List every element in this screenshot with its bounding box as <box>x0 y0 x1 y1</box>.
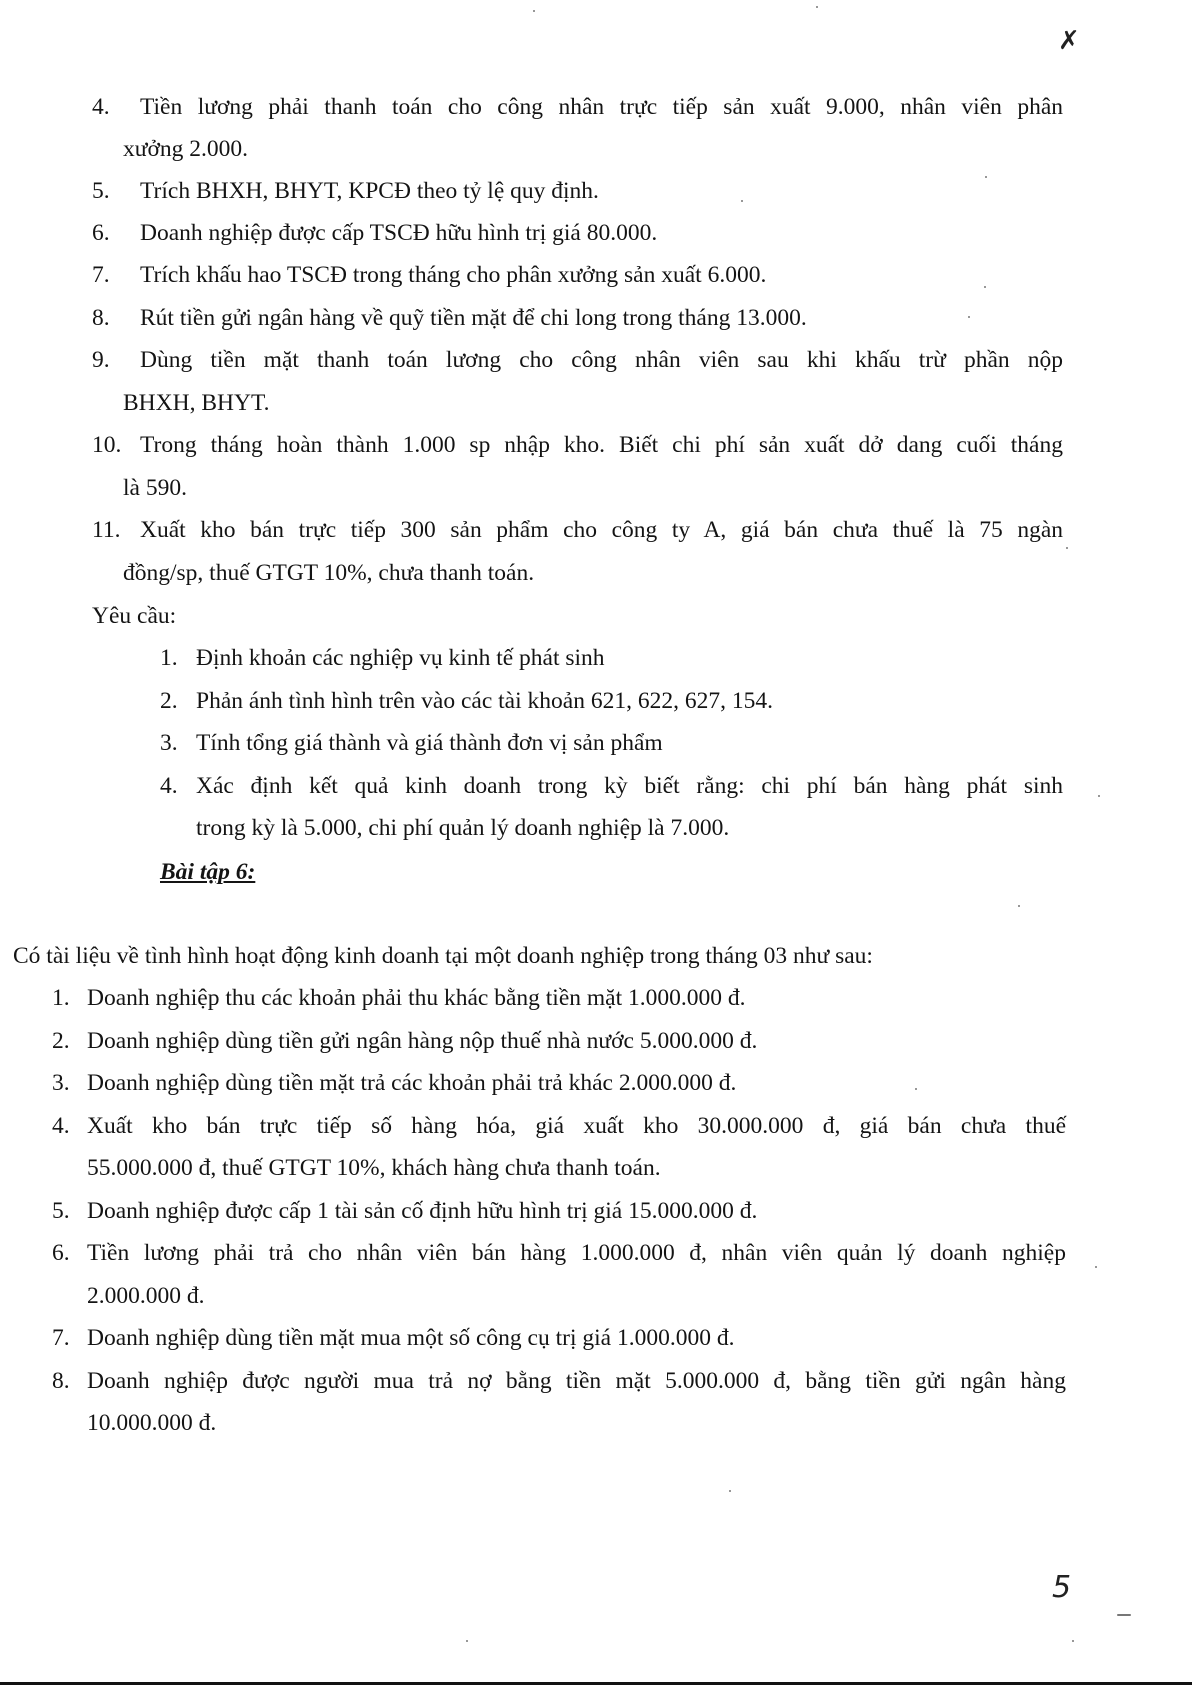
item-text: Tiền lương phải thanh toán cho công nhân trực tiếp sản xuất 9.000, nhân viên phân <box>140 94 1063 120</box>
item-number: 6. <box>92 220 110 246</box>
exercise-heading: Bài tập 6: <box>160 859 256 885</box>
item-text-continued: BHXH, BHYT. <box>123 390 270 416</box>
scan-speck <box>729 1490 731 1492</box>
item-text: Trích khấu hao TSCĐ trong tháng cho phân xưởng sản xuất 6.000. <box>140 262 767 288</box>
item-text: Rút tiền gửi ngân hàng về quỹ tiền mặt để chi long trong tháng 13.000. <box>140 305 807 331</box>
handwritten-check-mark: ✗ <box>1058 26 1080 56</box>
page-number: 5 <box>1052 1570 1072 1605</box>
exercise-item-text: Tiền lương phải trả cho nhân viên bán hàng 1.000.000 đ, nhân viên quản lý doanh nghiệp <box>87 1240 1066 1266</box>
requirement-number: 1. <box>160 645 178 671</box>
exercise-item-text: Xuất kho bán trực tiếp số hàng hóa, giá xuất kho 30.000.000 đ, giá bán chưa thuế <box>87 1113 1066 1139</box>
scan-speck <box>1095 1266 1097 1268</box>
item-number: 10. <box>92 432 122 458</box>
item-text-continued: xưởng 2.000. <box>123 136 249 162</box>
scan-speck <box>968 316 970 318</box>
scan-speck <box>1018 905 1020 907</box>
item-number: 7. <box>92 262 110 288</box>
exercise-intro: Có tài liệu về tình hình hoạt động kinh doanh tại một doanh nghiệp trong tháng 03 như sau: <box>13 943 873 969</box>
exercise-item-number: 6. <box>52 1240 70 1266</box>
requirement-text: Xác định kết quả kinh doanh trong kỳ biết rằng: chi phí bán hàng phát sinh <box>196 773 1063 799</box>
exercise-item-number: 2. <box>52 1028 70 1054</box>
item-number: 8. <box>92 305 110 331</box>
scan-speck <box>985 176 987 178</box>
item-number: 5. <box>92 178 110 204</box>
exercise-item-number: 8. <box>52 1368 70 1394</box>
item-text: Doanh nghiệp được cấp TSCĐ hữu hình trị giá 80.000. <box>140 220 658 246</box>
exercise-item-number: 7. <box>52 1325 70 1351</box>
item-text: Xuất kho bán trực tiếp 300 sản phẩm cho công ty A, giá bán chưa thuế là 75 ngàn <box>140 517 1063 543</box>
requirement-number: 4. <box>160 773 178 799</box>
exercise-item-text: Doanh nghiệp được người mua trả nợ bằng tiền mặt 5.000.000 đ, bằng tiền gửi ngân hàng <box>87 1368 1066 1394</box>
scan-speck <box>1072 1640 1074 1642</box>
scan-speck <box>533 10 535 12</box>
exercise-item-text-continued: 55.000.000 đ, thuế GTGT 10%, khách hàng chưa thanh toán. <box>87 1155 661 1181</box>
exercise-item-number: 5. <box>52 1198 70 1224</box>
item-number: 4. <box>92 94 110 120</box>
requirement-number: 2. <box>160 688 178 714</box>
item-text: Trích BHXH, BHYT, KPCĐ theo tỷ lệ quy định. <box>140 178 599 204</box>
exercise-item-text: Doanh nghiệp thu các khoản phải thu khác bằng tiền mặt 1.000.000 đ. <box>87 985 746 1011</box>
scan-speck <box>915 1088 917 1090</box>
exercise-item-number: 3. <box>52 1070 70 1096</box>
exercise-item-number: 1. <box>52 985 70 1011</box>
exercise-item-text: Doanh nghiệp dùng tiền mặt mua một số công cụ trị giá 1.000.000 đ. <box>87 1325 735 1351</box>
item-number: 11. <box>92 517 121 543</box>
requirement-number: 3. <box>160 730 178 756</box>
requirement-text: Định khoản các nghiệp vụ kinh tế phát sinh <box>196 645 605 671</box>
item-text-continued: là 590. <box>123 475 187 501</box>
scan-dash <box>1117 1614 1131 1616</box>
requirement-text-continued: trong kỳ là 5.000, chi phí quản lý doanh nghiệp là 7.000. <box>196 815 730 841</box>
exercise-item-number: 4. <box>52 1113 70 1139</box>
item-text: Dùng tiền mặt thanh toán lương cho công nhân viên sau khi khấu trừ phần nộp <box>140 347 1063 373</box>
exercise-item-text: Doanh nghiệp được cấp 1 tài sản cố định hữu hình trị giá 15.000.000 đ. <box>87 1198 758 1224</box>
exercise-item-text: Doanh nghiệp dùng tiền mặt trả các khoản phải trả khác 2.000.000 đ. <box>87 1070 737 1096</box>
exercise-item-text-continued: 10.000.000 đ. <box>87 1410 217 1436</box>
requirements-label: Yêu cầu: <box>92 603 177 629</box>
scan-speck <box>984 286 986 288</box>
scan-speck <box>1066 547 1068 549</box>
scan-speck <box>466 1640 468 1642</box>
scan-speck <box>1098 795 1100 797</box>
exercise-item-text-continued: 2.000.000 đ. <box>87 1283 205 1309</box>
item-text-continued: đồng/sp, thuế GTGT 10%, chưa thanh toán. <box>123 560 535 586</box>
exercise-item-text: Doanh nghiệp dùng tiền gửi ngân hàng nộp thuế nhà nước 5.000.000 đ. <box>87 1028 758 1054</box>
scan-speck <box>816 6 818 8</box>
requirement-text: Phản ánh tình hình trên vào các tài khoản 621, 622, 627, 154. <box>196 688 773 714</box>
scan-speck <box>741 200 743 202</box>
item-text: Trong tháng hoàn thành 1.000 sp nhập kho. Biết chi phí sản xuất dở dang cuối tháng <box>140 432 1063 458</box>
item-number: 9. <box>92 347 110 373</box>
requirement-text: Tính tổng giá thành và giá thành đơn vị sản phẩm <box>196 730 663 756</box>
